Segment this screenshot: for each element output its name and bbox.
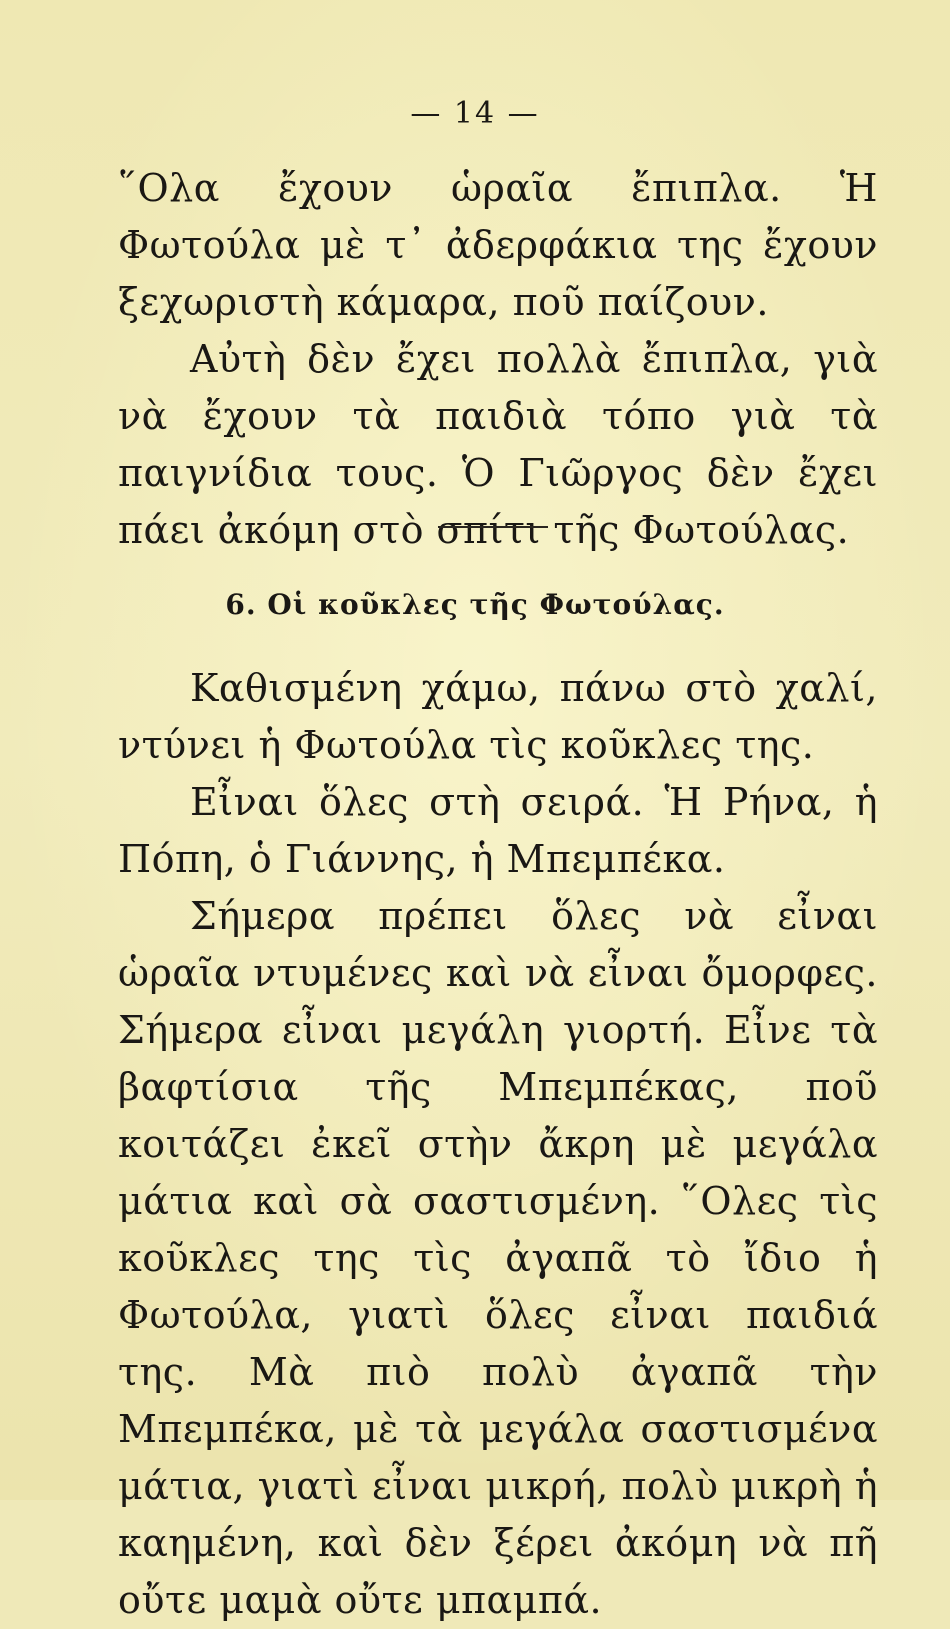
page-number: — 14 — — [410, 96, 540, 131]
paragraph-celebration: Σήμερα πρέπει ὅλες νὰ εἶναι ὡραῖα ντυμένες καὶ νὰ εἶναι ὄμορφες. Σήμερα εἶναι μεγάλη γιορτή. Εἶνε τὰ βαφτίσια τῆς Μπεμπέκας, ποῦ κοιτάζει ἐκεῖ στὴν ἄκρη μὲ μεγάλα μάτια καὶ σὰ σαστισμένη. ῞Ολες τὶς κοῦκλες της τὶς ἀγαπᾶ τὸ ἴδιο ἡ Φωτούλα, γιατὶ ὅλες εἶναι παιδιά της. Μὰ πιὸ πολὺ ἀγαπᾶ τὴν Μπεμπέκα, μὲ τὰ μεγάλα σαστισμένα μάτια, γιατὶ εἶναι μικρή, πολὺ μικρὴ ἡ καημένη, καὶ δὲν ξέρει ἀκόμη νὰ πῆ οὔτε μαμὰ οὔτε μπαμπά. — [118, 894, 878, 1622]
paragraph-playroom: Αὐτὴ δὲν ἔχει πολλὰ ἔπιπλα, γιὰ νὰ ἔχουν τὰ παιδιὰ τόπο γιὰ τὰ παιγνίδια τους. Ὁ Γιῶργος δὲν ἔχει πάει ἀκόμη στὸ σπίτι τῆς Φωτούλας. — [118, 337, 878, 552]
section-text-block — [118, 660, 878, 1629]
paragraph-sitting: Καθισμένη χάμω, πάνω στὸ χαλί, ντύνει ἡ Φωτούλα τὶς κοῦκλες της. — [118, 666, 878, 767]
section-divider — [438, 526, 548, 528]
section-heading: 6. Οἱ κοῦκλες τῆς Φωτούλας. — [225, 588, 725, 621]
paragraph-furniture: ῞Ολα ἔχουν ὡραῖα ἔπιπλα. Ἡ Φωτούλα μὲ τ᾿ ἀδερφάκια της ἔχουν ξεχωριστὴ κάμαρα, ποῦ παίζουν. — [118, 166, 878, 324]
top-text-block — [118, 160, 878, 559]
paragraph-dolls-in-row: Εἶναι ὅλες στὴ σειρά. Ἡ Ρήνα, ἡ Πόπη, ὁ Γιάννης, ἡ Μπεμπέκα. — [118, 780, 878, 881]
